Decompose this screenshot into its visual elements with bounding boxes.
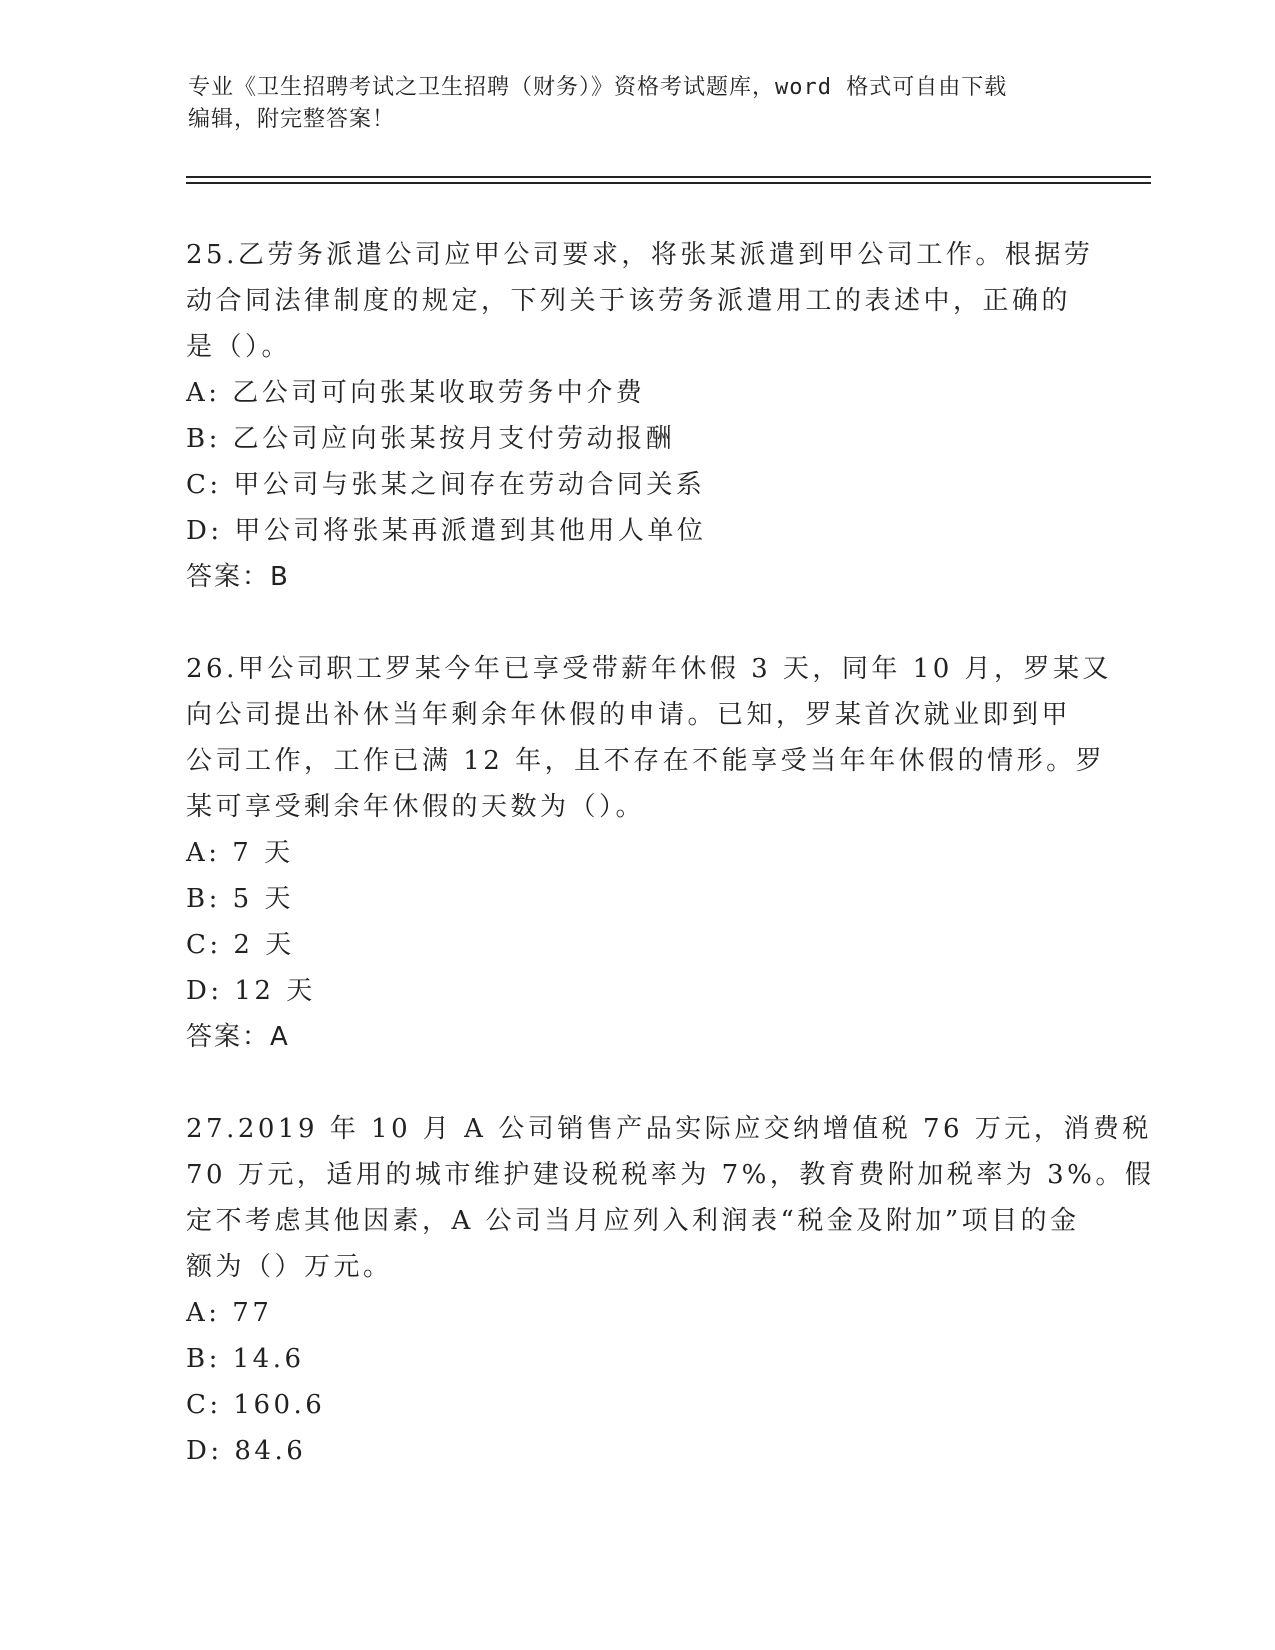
question-stem-line: 额为（）万元。	[186, 1252, 393, 1282]
question-27	[186, 1106, 1155, 1474]
option-d: D: 12 天	[186, 976, 316, 1006]
question-stem-line: 是（）。	[186, 332, 292, 362]
question-stem-line: 向公司提出补休当年剩余年休假的申请。已知，罗某首次就业即到甲	[186, 700, 1072, 730]
header-line-1: 专业《卫生招聘考试之卫生招聘（财务）》资格考试题库，word 格式可自由下载	[188, 75, 1008, 100]
option-c: C: 160.6	[186, 1390, 326, 1420]
option-b: B: 5 天	[186, 884, 294, 914]
option-d: D: 甲公司将张某再派遣到其他用人单位	[186, 516, 707, 546]
document-header	[188, 72, 1068, 136]
option-d: D: 84.6	[186, 1436, 307, 1466]
question-stem-line: 定不考虑其他因素，A 公司当月应列入利润表“税金及附加”项目的金	[186, 1206, 1080, 1236]
question-stem-line: 26.甲公司职工罗某今年已享受带薪年休假 3 天，同年 10 月，罗某又	[186, 654, 1113, 684]
answer-label: 答案：A	[186, 1022, 290, 1052]
option-b: B: 14.6	[186, 1344, 305, 1374]
question-26	[186, 646, 1113, 1060]
question-stem-line: 27.2019 年 10 月 A 公司销售产品实际应交纳增值税 76 万元，消费税	[186, 1114, 1152, 1144]
header-line-2: 编辑，附完整答案！	[188, 107, 396, 132]
question-25	[186, 232, 1094, 600]
question-stem-line: 25.乙劳务派遣公司应甲公司要求，将张某派遣到甲公司工作。根据劳	[186, 240, 1094, 270]
question-stem-line: 公司工作，工作已满 12 年，且不存在不能享受当年年休假的情形。罗	[186, 746, 1106, 776]
option-c: C: 2 天	[186, 930, 295, 960]
option-b: B: 乙公司应向张某按月支付劳动报酬	[186, 424, 676, 454]
answer-label: 答案：B	[186, 562, 290, 592]
question-stem-line: 70 万元，适用的城市维护建设税税率为 7%，教育费附加税率为 3%。假	[186, 1160, 1155, 1190]
question-stem-line: 某可享受剩余年休假的天数为（）。	[186, 792, 646, 822]
question-list	[186, 232, 1155, 1520]
header-divider-top	[186, 176, 1151, 178]
header-divider-bottom	[186, 182, 1151, 184]
question-stem-line: 动合同法律制度的规定，下列关于该劳务派遣用工的表述中，正确的	[186, 286, 1072, 316]
option-c: C: 甲公司与张某之间存在劳动合同关系	[186, 470, 706, 500]
option-a: A: 7 天	[186, 838, 294, 868]
option-a: A: 乙公司可向张某收取劳务中介费	[186, 378, 646, 408]
option-a: A: 77	[186, 1298, 273, 1328]
